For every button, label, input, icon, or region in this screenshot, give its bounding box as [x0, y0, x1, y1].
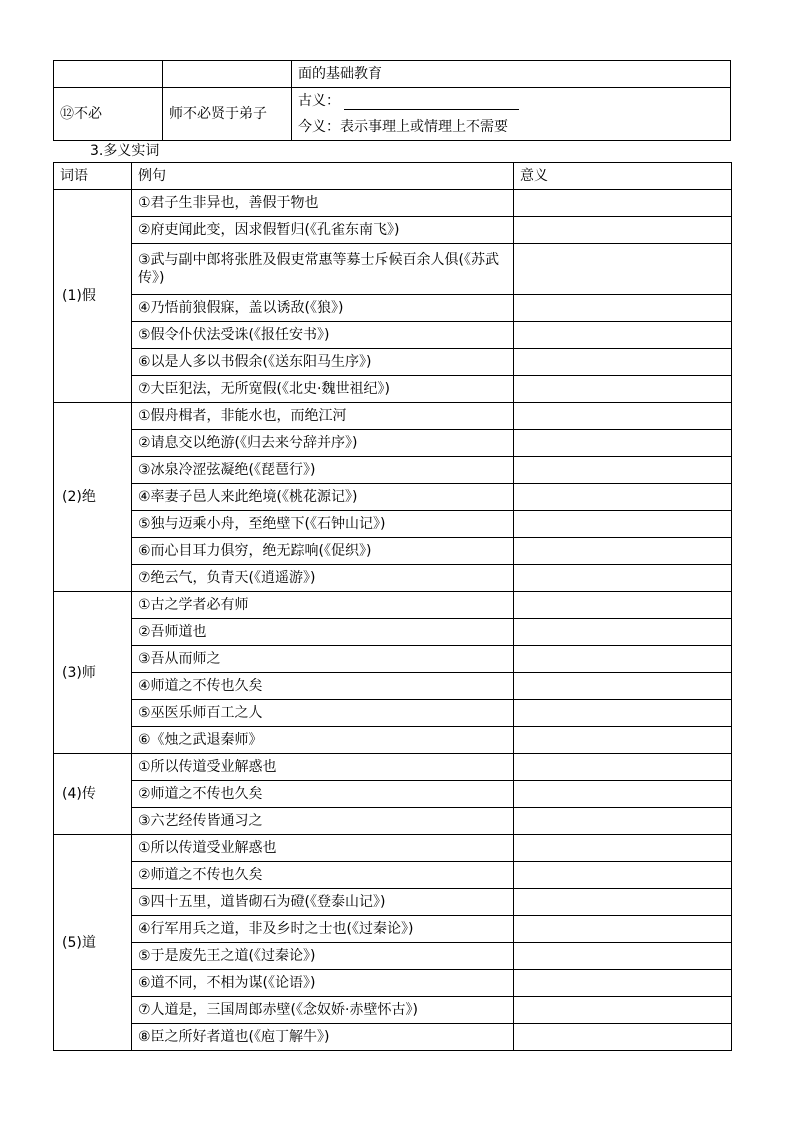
table-row — [54, 673, 732, 700]
table-row — [54, 862, 732, 889]
table-row — [54, 538, 732, 565]
meaning-answer-cell[interactable] — [514, 943, 732, 970]
table-row — [54, 565, 732, 592]
meaning-answer-cell[interactable] — [514, 889, 732, 916]
example-sentence: ③六艺经传皆通习之 — [132, 808, 514, 835]
example-sentence: ⑥以是人多以书假余(《送东阳马生序》) — [132, 349, 514, 376]
polysemy-table — [53, 162, 732, 1051]
example-sentence: ⑥而心目耳力俱穷，绝无踪响(《促织》) — [132, 538, 514, 565]
header-word: 词语 — [54, 163, 132, 190]
example-sentence: ③四十五里，道皆砌石为磴(《登泰山记》) — [132, 889, 514, 916]
header-example: 例句 — [132, 163, 514, 190]
example-sentence: ②请息交以绝游(《归去来兮辞并序》) — [132, 430, 514, 457]
meaning-answer-cell[interactable] — [514, 754, 732, 781]
example-sentence: ②师道之不传也久矣 — [132, 781, 514, 808]
example-sentence: ②吾师道也 — [132, 619, 514, 646]
example-sentence: ④行军用兵之道，非及乡时之士也(《过秦论》) — [132, 916, 514, 943]
table-row — [54, 943, 732, 970]
meaning-answer-cell[interactable] — [514, 646, 732, 673]
meaning-answer-cell[interactable] — [514, 322, 732, 349]
example-sentence: ⑧臣之所好者道也(《庖丁解牛》) — [132, 1024, 514, 1051]
table-row — [54, 244, 732, 295]
example-sentence: ⑤独与迈乘小舟，至绝壁下(《石钟山记》) — [132, 511, 514, 538]
meaning-answer-cell[interactable] — [514, 376, 732, 403]
example-sentence: ⑤巫医乐师百工之人 — [132, 700, 514, 727]
table-row — [54, 646, 732, 673]
meaning-answer-cell[interactable] — [514, 808, 732, 835]
word-cell: ⑫不必 — [54, 88, 163, 141]
example-sentence: ①所以传道受业解惑也 — [132, 754, 514, 781]
table-row — [54, 889, 732, 916]
word-row-bubi — [54, 88, 731, 141]
word-cell: (3)师 — [54, 592, 132, 754]
meaning-answer-cell[interactable] — [514, 457, 732, 484]
example-sentence: ⑥道不同，不相为谋(《论语》) — [132, 970, 514, 997]
table-row — [54, 727, 732, 754]
table-row — [54, 970, 732, 997]
example-sentence: ④师道之不传也久矣 — [132, 673, 514, 700]
table-cell — [54, 61, 163, 88]
meaning-answer-cell[interactable] — [514, 217, 732, 244]
ancient-meaning-line — [298, 88, 724, 114]
table-row — [54, 808, 732, 835]
table-row — [54, 430, 732, 457]
table-cell — [163, 61, 292, 88]
meaning-answer-cell[interactable] — [514, 511, 732, 538]
meaning-answer-cell[interactable] — [514, 997, 732, 1024]
example-sentence: ③冰泉冷涩弦凝绝(《琵琶行》) — [132, 457, 514, 484]
meaning-cell — [292, 88, 731, 141]
table-row — [54, 403, 732, 430]
example-sentence: ①君子生非异也，善假于物也 — [132, 190, 514, 217]
example-sentence: ②府吏闻此变，因求假暂归(《孔雀东南飞》) — [132, 217, 514, 244]
table-row — [54, 700, 732, 727]
example-sentence: ②师道之不传也久矣 — [132, 862, 514, 889]
meaning-answer-cell[interactable] — [514, 727, 732, 754]
meaning-answer-cell[interactable] — [514, 1024, 732, 1051]
example-sentence: ①古之学者必有师 — [132, 592, 514, 619]
meaning-answer-cell[interactable] — [514, 781, 732, 808]
table-row — [54, 190, 732, 217]
example-sentence: ④率妻子邑人来此绝境(《桃花源记》) — [132, 484, 514, 511]
table-row — [54, 484, 732, 511]
example-sentence: ③吾从而师之 — [132, 646, 514, 673]
modern-meaning: 今义：表示事理上或情理上不需要 — [298, 119, 508, 135]
table-row — [54, 457, 732, 484]
table-row — [54, 217, 732, 244]
meaning-answer-cell[interactable] — [514, 565, 732, 592]
table-row — [54, 619, 732, 646]
meaning-answer-cell[interactable] — [514, 700, 732, 727]
table-row — [54, 295, 732, 322]
table-row — [54, 376, 732, 403]
example-sentence: ⑦大臣犯法，无所宽假(《北史·魏世祖纪》) — [132, 376, 514, 403]
example-sentence: ⑦绝云气，负青天(《逍遥游》) — [132, 565, 514, 592]
word-cell: (4)传 — [54, 754, 132, 835]
table-row — [54, 322, 732, 349]
ancient-label: 古义： — [298, 93, 340, 109]
table-row — [54, 916, 732, 943]
table-cell: 面的基础教育 — [292, 61, 731, 88]
continuation-row — [54, 61, 731, 88]
meaning-answer-cell[interactable] — [514, 835, 732, 862]
header-row — [54, 163, 732, 190]
word-cell: (1)假 — [54, 190, 132, 403]
example-sentence: ③武与副中郎将张胜及假吏常惠等募士斥候百余人俱(《苏武传》) — [132, 244, 514, 295]
meaning-answer-cell[interactable] — [514, 592, 732, 619]
section-title: 3.多义实词 — [90, 143, 160, 159]
meaning-answer-cell[interactable] — [514, 673, 732, 700]
word-cell: (2)绝 — [54, 403, 132, 592]
meaning-answer-cell[interactable] — [514, 349, 732, 376]
table-row — [54, 835, 732, 862]
table-row — [54, 754, 732, 781]
meaning-answer-cell[interactable] — [514, 403, 732, 430]
example-cell: 师不必贤于弟子 — [163, 88, 292, 141]
word-cell: (5)道 — [54, 835, 132, 1051]
meaning-answer-cell[interactable] — [514, 484, 732, 511]
meaning-answer-cell[interactable] — [514, 916, 732, 943]
meaning-answer-cell[interactable] — [514, 862, 732, 889]
example-sentence: ⑦人道是，三国周郎赤壁(《念奴娇·赤壁怀古》) — [132, 997, 514, 1024]
example-sentence: ⑤假令仆伏法受诛(《报任安书》) — [132, 322, 514, 349]
example-sentence: ④乃悟前狼假寐，盖以诱敌(《狼》) — [132, 295, 514, 322]
table-row — [54, 592, 732, 619]
example-sentence: ⑤于是废先王之道(《过秦论》) — [132, 943, 514, 970]
table-row — [54, 997, 732, 1024]
meaning-answer-cell[interactable] — [514, 970, 732, 997]
example-sentence: ①假舟楫者，非能水也，而绝江河 — [132, 403, 514, 430]
meaning-answer-cell[interactable] — [514, 538, 732, 565]
example-sentence: ①所以传道受业解惑也 — [132, 835, 514, 862]
table-row — [54, 511, 732, 538]
meaning-answer-cell[interactable] — [514, 244, 732, 295]
header-meaning: 意义 — [514, 163, 732, 190]
continuation-table — [53, 60, 731, 141]
table-row — [54, 1024, 732, 1051]
meaning-answer-cell[interactable] — [514, 295, 732, 322]
meaning-answer-cell[interactable] — [514, 430, 732, 457]
meaning-answer-cell[interactable] — [514, 619, 732, 646]
table-row — [54, 781, 732, 808]
answer-blank[interactable] — [344, 93, 519, 110]
meaning-answer-cell[interactable] — [514, 190, 732, 217]
table-row — [54, 349, 732, 376]
example-sentence: ⑥《烛之武退秦师》 — [132, 727, 514, 754]
